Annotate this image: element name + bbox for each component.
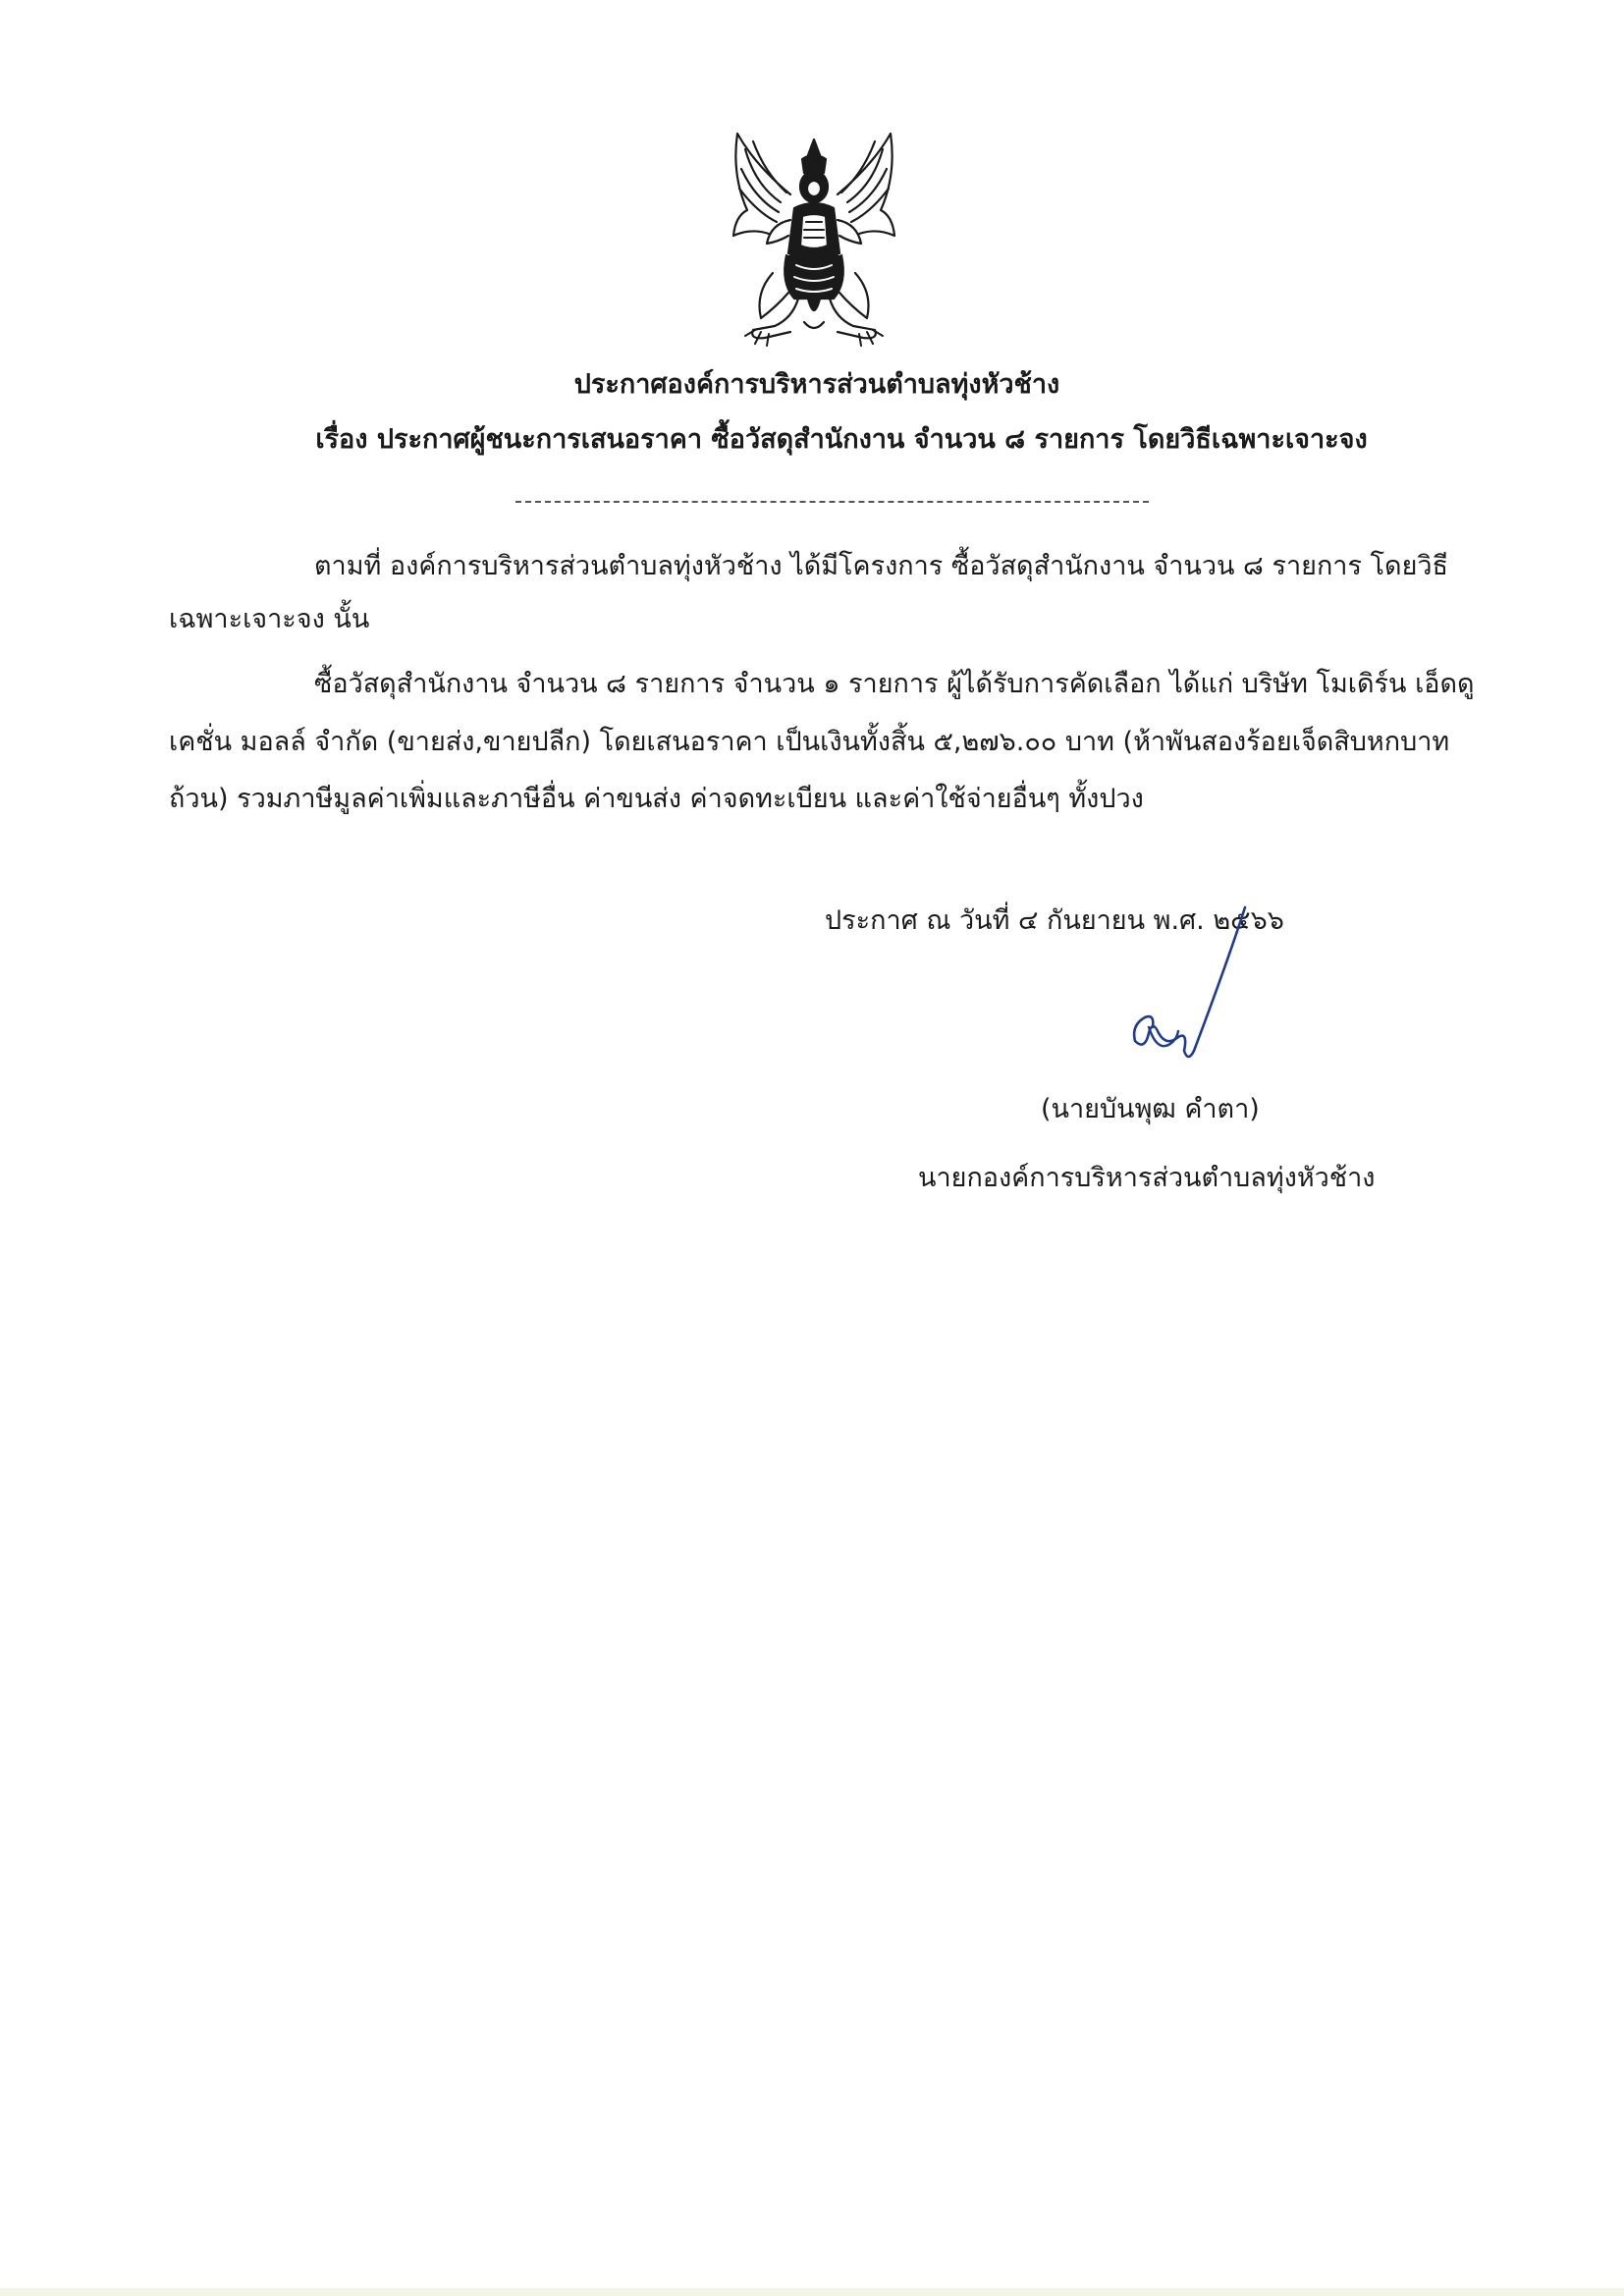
paragraph-2-line-1: ซื้อวัสดุสำนักงาน จำนวน ๘ รายการ จำนวน ๑ รายการ ผู้ได้รับการคัดเลือก ได้แก่ บริษัท โมเดิร์น เอ็ดดู [314, 669, 1475, 699]
document-subject: เรื่อง ประกาศผู้ชนะการเสนอราคา ซื้อวัสดุสำนักงาน จำนวน ๘ รายการ โดยวิธีเฉพาะเจาะจง [315, 424, 1368, 455]
announcement-date: ประกาศ ณ วันที่ ๔ กันยายน พ.ศ. ๒๕๖๖ [825, 905, 1284, 936]
signatory-position: นายกองค์การบริหารส่วนตำบลทุ่งหัวช้าง [918, 1163, 1376, 1193]
scan-edge [0, 2288, 1624, 2296]
handwritten-signature [1119, 903, 1257, 1080]
paragraph-1-line-2: เฉพาะเจาะจง นั้น [169, 604, 370, 634]
paragraph-1-line-1: ตามที่ องค์การบริหารส่วนตำบลทุ่งหัวช้าง ได้มีโครงการ ซื้อวัสดุสำนักงาน จำนวน ๘ รายการ โดยวิธี [314, 551, 1449, 581]
paragraph-2-line-2: เคชั่น มอลล์ จำกัด (ขายส่ง,ขายปลีก) โดยเสนอราคา เป็นเงินทั้งสิ้น ๕,๒๗๖.๐๐ บาท (ห้าพันสองร้อยเจ็ดสิบหกบาท [169, 727, 1450, 757]
signatory-name: (นายบันพุฒ คำตา) [1041, 1094, 1260, 1124]
paragraph-2-line-3: ถ้วน) รวมภาษีมูลค่าเพิ่มและภาษีอื่น ค่าขนส่ง ค่าจดทะเบียน และค่าใช้จ่ายอื่นๆ ทั้งปวง [169, 784, 1144, 814]
dashed-divider [515, 501, 1149, 503]
garuda-emblem-icon [726, 126, 902, 361]
document-title: ประกาศองค์การบริหารส่วนตำบลทุ่งหัวช้าง [573, 369, 1060, 400]
